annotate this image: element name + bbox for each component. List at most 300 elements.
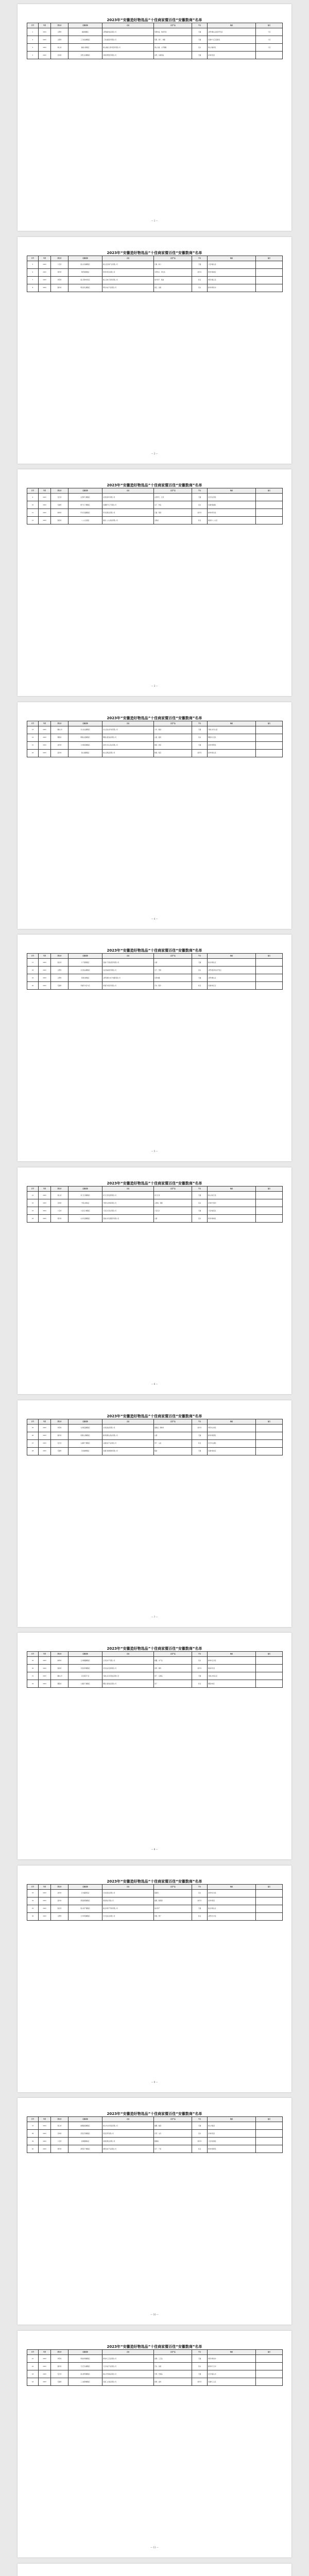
- table-cell: 2023: [39, 1207, 51, 1215]
- table-cell: 淮北市特产贸易有限公司: [102, 1905, 154, 1912]
- column-header: 所在市: [51, 1419, 68, 1424]
- table-row: [27, 1215, 283, 1223]
- table-cell: 亳药堂旗舰店: [68, 268, 102, 276]
- table-cell: 宣笔、文房: [154, 2130, 192, 2138]
- column-header: 主营产品: [154, 954, 192, 959]
- column-header: 备注: [256, 256, 283, 261]
- column-header: 店铺名称: [68, 2117, 102, 2122]
- table-cell: 太湖县农产品有限公司: [102, 1439, 154, 1447]
- list-table: [27, 1186, 283, 1223]
- table-cell: 界首彩陶旗舰店: [68, 2355, 102, 2363]
- table-cell: 太和板面旗舰店: [68, 1424, 102, 1432]
- table-cell: 相山特产旗舰店: [68, 1905, 102, 1912]
- page-title: 2023年“安徽造好物选品”十佳商家暨百佳“安徽数商”名单: [107, 948, 202, 953]
- column-header: 店铺名称: [68, 954, 102, 959]
- column-header: 地址: [208, 954, 256, 959]
- table-cell: 怀远石榴旗舰店: [68, 509, 102, 517]
- table-cell: 京东: [192, 967, 208, 974]
- table-cell: 2023: [39, 741, 51, 749]
- column-header: 主营产品: [154, 721, 192, 726]
- table-cell: 京东: [192, 1889, 208, 1897]
- table-cell: 29: [27, 1657, 39, 1665]
- table-header-row: [27, 23, 283, 28]
- table-cell: 8: [27, 284, 39, 292]
- table-cell: 安庆市: [51, 1439, 68, 1447]
- table-cell: 抖音: [192, 517, 208, 524]
- column-header: 地址: [208, 1419, 256, 1424]
- table-cell: [256, 982, 283, 990]
- list-table: [27, 1884, 283, 1921]
- table-cell: 明光市农产品有限公司: [102, 284, 154, 292]
- page-number: — 5 —: [151, 1150, 158, 1153]
- table-cell: 淮北市: [51, 959, 68, 967]
- table-cell: 金寨县果业有限公司: [102, 2138, 154, 2145]
- table-cell: 阜阳市颍上县: [208, 276, 256, 284]
- table-cell: 涡阳县农产品有限公司: [102, 2145, 154, 2153]
- column-header: 平台: [192, 488, 208, 494]
- table-cell: 2023: [39, 2130, 51, 2138]
- table-cell: 五河县水产有限公司: [102, 1657, 154, 1665]
- table-cell: 京东: [192, 2363, 208, 2370]
- column-header: 店铺名称: [68, 23, 102, 28]
- column-header: 地址: [208, 2350, 256, 2355]
- table-header-row: [27, 2117, 283, 2122]
- column-header: 地址: [208, 721, 256, 726]
- table-cell: 亳州市谯城区: [208, 1215, 256, 1223]
- table-cell: 池州九华山茶业有限公司: [102, 741, 154, 749]
- table-cell: 2023: [39, 2378, 51, 2386]
- table-cell: 祁门红茶: [154, 1192, 192, 1199]
- table-cell: 天猫: [192, 726, 208, 734]
- table-cell: [256, 1665, 283, 1672]
- table-row: [27, 1447, 283, 1455]
- table-cell: 地方特产、粮油: [154, 276, 192, 284]
- column-header: 主营产品: [154, 1187, 192, 1192]
- table-cell: 铜陵市郊区: [208, 1680, 256, 1688]
- table-row: [27, 52, 283, 59]
- table-cell: 抖音: [192, 1439, 208, 1447]
- column-header: 地址: [208, 1187, 256, 1192]
- table-cell: [256, 1432, 283, 1439]
- document-page: [18, 1400, 291, 1627]
- column-header: 年份: [39, 954, 51, 959]
- table-cell: 洽洽食品股份有限公司: [102, 967, 154, 974]
- table-row: [27, 726, 283, 734]
- table-cell: 亳州市: [51, 2145, 68, 2153]
- column-header: 店铺名称: [68, 2350, 102, 2355]
- column-header: 地址: [208, 2117, 256, 2122]
- column-header: 序号: [27, 488, 39, 494]
- table-cell: 葡萄、葡萄酒: [154, 1897, 192, 1905]
- table-cell: 京东: [192, 284, 208, 292]
- column-header: 序号: [27, 721, 39, 726]
- table-cell: 2023: [39, 517, 51, 524]
- table-row: [27, 1199, 283, 1207]
- table-row: [27, 2370, 283, 2378]
- table-cell: 六安市裕安区: [208, 1207, 256, 1215]
- table-cell: 6: [27, 268, 39, 276]
- table-cell: 合肥市: [51, 1912, 68, 1920]
- table-cell: 2023: [39, 1665, 51, 1672]
- list-table: [27, 721, 283, 757]
- table-row: [27, 261, 283, 268]
- table-cell: 亳州市涡阳县: [208, 2145, 256, 2153]
- page-number: — 4 —: [151, 917, 158, 920]
- table-row: [27, 1680, 283, 1688]
- table-cell: 颍上县电子商务有限公司: [102, 276, 154, 284]
- table-header-row: [27, 2350, 283, 2355]
- list-table: [27, 1651, 283, 1688]
- column-header: 备注: [256, 488, 283, 494]
- table-cell: 中药饮片、养生茶: [154, 268, 192, 276]
- table-cell: [256, 494, 283, 501]
- column-header: 备注: [256, 2350, 283, 2355]
- table-row: [27, 2138, 283, 2145]
- table-cell: [256, 2370, 283, 2378]
- table-cell: 黄山市徽州区: [208, 44, 256, 52]
- table-cell: 太和县食品有限公司: [102, 1424, 154, 1432]
- table-cell: 17: [27, 959, 39, 967]
- table-cell: 26: [27, 1432, 39, 1439]
- table-cell: 地方特产: [154, 1905, 192, 1912]
- page-title: 2023年“安徽造好物选品”十佳商家暨百佳“安徽数商”名单: [107, 1414, 202, 1418]
- table-cell: 马鞍山采石矶食品有限公司: [102, 1672, 154, 1680]
- table-cell: [256, 268, 283, 276]
- column-header: 年份: [39, 1419, 51, 1424]
- table-cell: 拼多多: [192, 1424, 208, 1432]
- table-row: [27, 1432, 283, 1439]
- table-cell: 43: [27, 2370, 39, 2378]
- table-cell: 祁门红茶发展有限公司: [102, 1192, 154, 1199]
- table-cell: 天长市农产品有限公司: [102, 2363, 154, 2370]
- table-cell: 滁州市: [51, 1432, 68, 1439]
- table-cell: 徽墨歙砚旗舰店: [68, 2122, 102, 2130]
- table-cell: 芜湖市弋江区高新区: [208, 36, 256, 44]
- table-cell: 亳州市谯城区: [208, 268, 256, 276]
- table-cell: 12: [27, 517, 39, 524]
- table-cell: 汽车、配件: [154, 982, 192, 990]
- column-header: 备注: [256, 1652, 283, 1657]
- table-cell: [256, 501, 283, 509]
- list-table: [27, 488, 283, 524]
- table-cell: 彩陶、工艺品: [154, 2355, 192, 2363]
- page-number: — 8 —: [151, 1848, 158, 1851]
- table-cell: [256, 509, 283, 517]
- table-cell: [256, 1657, 283, 1665]
- column-header: 店铺名称: [68, 1187, 102, 1192]
- table-cell: 16: [27, 749, 39, 757]
- table-cell: 坚果炒货、休闲零食: [154, 28, 192, 36]
- table-row: [27, 2363, 283, 2370]
- table-cell: 41: [27, 2355, 39, 2363]
- table-cell: 芜湖傻子瓜子有限公司: [102, 501, 154, 509]
- table-cell: 宣城市: [51, 52, 68, 59]
- column-header: 主营产品: [154, 23, 192, 28]
- column-header: 主营产品: [154, 2117, 192, 2122]
- table-cell: 安庆市: [51, 494, 68, 501]
- table-cell: 竹席、竹制品: [154, 2370, 192, 2378]
- table-cell: 霍山石斛旗舰店: [68, 261, 102, 268]
- table-cell: 铜陵市义安区: [208, 734, 256, 741]
- table-row: [27, 2145, 283, 2153]
- table-cell: 瓜子、炒货: [154, 501, 192, 509]
- table-cell: 石台富硒茶店: [68, 1889, 102, 1897]
- table-cell: 潜山舒席旗舰店: [68, 2370, 102, 2378]
- table-cell: 11: [27, 509, 39, 517]
- table-cell: 34: [27, 1897, 39, 1905]
- table-cell: 2023: [39, 1447, 51, 1455]
- table-cell: 安庆市岳西县: [208, 494, 256, 501]
- table-cell: 阜阳市: [51, 2355, 68, 2363]
- table-cell: 长丰县农业有限公司: [102, 1912, 154, 1920]
- list-table: [27, 256, 283, 292]
- list-table: [27, 953, 283, 990]
- column-header: 平台: [192, 256, 208, 261]
- page-title: 2023年“安徽造好物选品”十佳商家暨百佳“安徽数商”名单: [107, 483, 202, 488]
- table-cell: 2023: [39, 749, 51, 757]
- table-cell: 六安市: [51, 2138, 68, 2145]
- table-cell: 合肥市: [51, 974, 68, 982]
- table-cell: 黄山市歙县: [208, 2122, 256, 2130]
- table-cell: 天猫: [192, 1432, 208, 1439]
- table-cell: 淮北市相山区: [208, 959, 256, 967]
- page-title: 2023年“安徽造好物选品”十佳商家暨百佳“安徽数商”名单: [107, 1647, 202, 1651]
- table-cell: 30: [27, 1665, 39, 1672]
- table-cell: [256, 2145, 283, 2153]
- table-row: [27, 36, 283, 44]
- table-cell: 宣城市泾县: [208, 2130, 256, 2138]
- column-header: 店铺名称: [68, 1419, 102, 1424]
- table-cell: 奇瑞汽车官方店: [68, 982, 102, 990]
- table-row: [27, 741, 283, 749]
- table-cell: 2023: [39, 501, 51, 509]
- column-header: 地址: [208, 23, 256, 28]
- column-header: 年份: [39, 1187, 51, 1192]
- table-cell: 淮南市: [51, 1665, 68, 1672]
- column-header: 主营产品: [154, 256, 192, 261]
- table-cell: 天猫: [192, 28, 208, 36]
- table-cell: [256, 967, 283, 974]
- table-cell: 7: [27, 276, 39, 284]
- table-cell: 马鞍山市含山县: [208, 726, 256, 734]
- table-cell: 42: [27, 2363, 39, 2370]
- table-header-row: [27, 488, 283, 494]
- page-number: — 9 —: [151, 2080, 158, 2083]
- table-cell: 滁州市天长市: [208, 2363, 256, 2370]
- column-header: 企业: [102, 1187, 154, 1192]
- column-header: 企业: [102, 2350, 154, 2355]
- table-cell: [256, 2355, 283, 2363]
- table-cell: [256, 959, 283, 967]
- column-header: 年份: [39, 488, 51, 494]
- document-page: [18, 702, 291, 929]
- table-cell: 草莓、果干: [154, 1912, 192, 1920]
- table-cell: 2023: [39, 2355, 51, 2363]
- table-cell: 京东: [192, 2130, 208, 2138]
- table-cell: 中国宣纸股份有限公司: [102, 52, 154, 59]
- table-cell: 六安市金寨县: [208, 2138, 256, 2145]
- column-header: 序号: [27, 23, 39, 28]
- table-cell: [256, 1672, 283, 1680]
- table-cell: 15: [27, 741, 39, 749]
- page-title: 2023年“安徽造好物选品”十佳商家暨百佳“安徽数商”名单: [107, 250, 202, 255]
- column-header: 年份: [39, 2350, 51, 2355]
- document-page: [18, 935, 291, 1161]
- table-cell: 天猫: [192, 2355, 208, 2363]
- table-cell: 芡实、杂粮: [154, 2363, 192, 2370]
- table-cell: 京东: [192, 1199, 208, 1207]
- table-cell: 拼多多: [192, 2138, 208, 2145]
- table-cell: 六安市霍山县: [208, 261, 256, 268]
- table-cell: [256, 2122, 283, 2130]
- table-cell: 亳州市药业有限公司: [102, 268, 154, 276]
- table-cell: 六安瓜片茶业有限公司: [102, 1207, 154, 1215]
- table-cell: 蚌埠市怀远县: [208, 509, 256, 517]
- table-cell: [256, 2130, 283, 2138]
- table-cell: 3: [27, 44, 39, 52]
- list-table: [27, 2116, 283, 2153]
- table-cell: 十佳: [256, 36, 283, 44]
- column-header: 序号: [27, 1419, 39, 1424]
- column-header: 平台: [192, 1884, 208, 1889]
- table-cell: 1: [27, 28, 39, 36]
- table-cell: 滁州市琅琊区: [208, 1432, 256, 1439]
- table-header-row: [27, 256, 283, 261]
- column-header: 年份: [39, 2117, 51, 2122]
- table-row: [27, 1424, 283, 1432]
- document-page: [18, 2098, 291, 2325]
- table-cell: 2023: [39, 261, 51, 268]
- table-row: [27, 494, 283, 501]
- table-cell: 宣纸、书画用品: [154, 52, 192, 59]
- column-header: 所在市: [51, 1884, 68, 1889]
- table-cell: 徽韵旗舰店: [68, 28, 102, 36]
- table-cell: 蚌埠市五河县: [208, 1657, 256, 1665]
- table-header-row: [27, 1652, 283, 1657]
- column-header: 序号: [27, 1187, 39, 1192]
- column-header: 主营产品: [154, 2350, 192, 2355]
- table-cell: 14: [27, 734, 39, 741]
- table-cell: 安徽古井贡酒股份有限公司: [102, 1215, 154, 1223]
- table-cell: 2023: [39, 1215, 51, 1223]
- column-header: 所在市: [51, 2117, 68, 2122]
- table-cell: 芜湖市: [51, 982, 68, 990]
- column-header: 店铺名称: [68, 256, 102, 261]
- table-cell: 京东: [192, 734, 208, 741]
- table-cell: 天猫: [192, 261, 208, 268]
- table-cell: 岳西翠兰旗舰店: [68, 494, 102, 501]
- table-cell: 萧县葡萄旗舰店: [68, 1897, 102, 1905]
- table-cell: 2023: [39, 44, 51, 52]
- table-cell: 石台县茶业有限公司: [102, 1889, 154, 1897]
- table-cell: 2023: [39, 2122, 51, 2130]
- column-header: 店铺名称: [68, 1652, 102, 1657]
- table-cell: 猕猴桃: [154, 2138, 192, 2145]
- table-cell: 32: [27, 1680, 39, 1688]
- table-cell: 含山县农业科技有限公司: [102, 726, 154, 734]
- document-page: [18, 1866, 291, 2092]
- table-row: [27, 1897, 283, 1905]
- column-header: 地址: [208, 488, 256, 494]
- table-cell: 2: [27, 36, 39, 44]
- table-cell: 2023: [39, 36, 51, 44]
- table-cell: 马鞍山市: [51, 1672, 68, 1680]
- table-cell: 芜湖红杨树服饰有限公司: [102, 1447, 154, 1455]
- column-header: 平台: [192, 1419, 208, 1424]
- column-header: 备注: [256, 721, 283, 726]
- table-cell: 4: [27, 52, 39, 59]
- table-cell: 33: [27, 1889, 39, 1897]
- table-cell: 绿豆、杂粮: [154, 284, 192, 292]
- table-cell: 27: [27, 1439, 39, 1447]
- table-cell: 螃蟹、水产品: [154, 1657, 192, 1665]
- table-cell: 淮南市八公山区: [208, 517, 256, 524]
- column-header: 地址: [208, 1884, 256, 1889]
- column-header: 所在市: [51, 23, 68, 28]
- table-cell: 2023: [39, 974, 51, 982]
- table-cell: 金寨猕猴桃店: [68, 2138, 102, 2145]
- column-header: 企业: [102, 954, 154, 959]
- table-cell: 傻子瓜子旗舰店: [68, 501, 102, 509]
- table-cell: 2023: [39, 494, 51, 501]
- table-cell: 2023: [39, 734, 51, 741]
- table-cell: 2023: [39, 276, 51, 284]
- table-cell: 2023: [39, 1912, 51, 1920]
- table-cell: 白酒: [154, 1432, 192, 1439]
- table-cell: [256, 517, 283, 524]
- table-cell: 瓜子、坚果: [154, 967, 192, 974]
- table-row: [27, 276, 283, 284]
- table-cell: 抖音: [192, 982, 208, 990]
- column-header: 所在市: [51, 2350, 68, 2355]
- table-cell: 天猫: [192, 494, 208, 501]
- table-cell: 徽墨、歙砚: [154, 2122, 192, 2130]
- table-cell: 蚌埠市: [51, 1657, 68, 1665]
- table-row: [27, 1889, 283, 1897]
- table-cell: 白酒: [154, 1215, 192, 1223]
- table-header-row: [27, 954, 283, 959]
- table-cell: 寿县农业发展有限公司: [102, 1665, 154, 1672]
- table-cell: 滁州市: [51, 284, 68, 292]
- table-row: [27, 749, 283, 757]
- table-cell: 40: [27, 2145, 39, 2153]
- table-cell: 马鞍山市雨山区: [208, 1672, 256, 1680]
- column-header: 年份: [39, 256, 51, 261]
- table-cell: 铜陵白姜旗舰店: [68, 734, 102, 741]
- table-cell: 淮北市相山区: [208, 1905, 256, 1912]
- table-cell: 9: [27, 494, 39, 501]
- table-cell: 京东: [192, 501, 208, 509]
- table-cell: [256, 1424, 283, 1432]
- table-cell: [256, 726, 283, 734]
- table-cell: 44: [27, 2378, 39, 2386]
- table-cell: 黄山市文房用品有限公司: [102, 2122, 154, 2130]
- table-cell: 六安市: [51, 261, 68, 268]
- column-header: 平台: [192, 954, 208, 959]
- table-cell: 20: [27, 982, 39, 990]
- table-cell: 拼多多: [192, 1665, 208, 1672]
- table-cell: [256, 974, 283, 982]
- table-cell: 安庆市太湖县: [208, 1439, 256, 1447]
- table-cell: 芜湖市湾沚区: [208, 1447, 256, 1455]
- table-cell: 31: [27, 1672, 39, 1680]
- table-cell: 合肥市蜀山区: [208, 974, 256, 982]
- table-cell: 2023: [39, 2138, 51, 2145]
- column-header: 平台: [192, 1187, 208, 1192]
- table-cell: [256, 1897, 283, 1905]
- table-cell: [256, 1680, 283, 1688]
- table-cell: 宿州市: [51, 749, 68, 757]
